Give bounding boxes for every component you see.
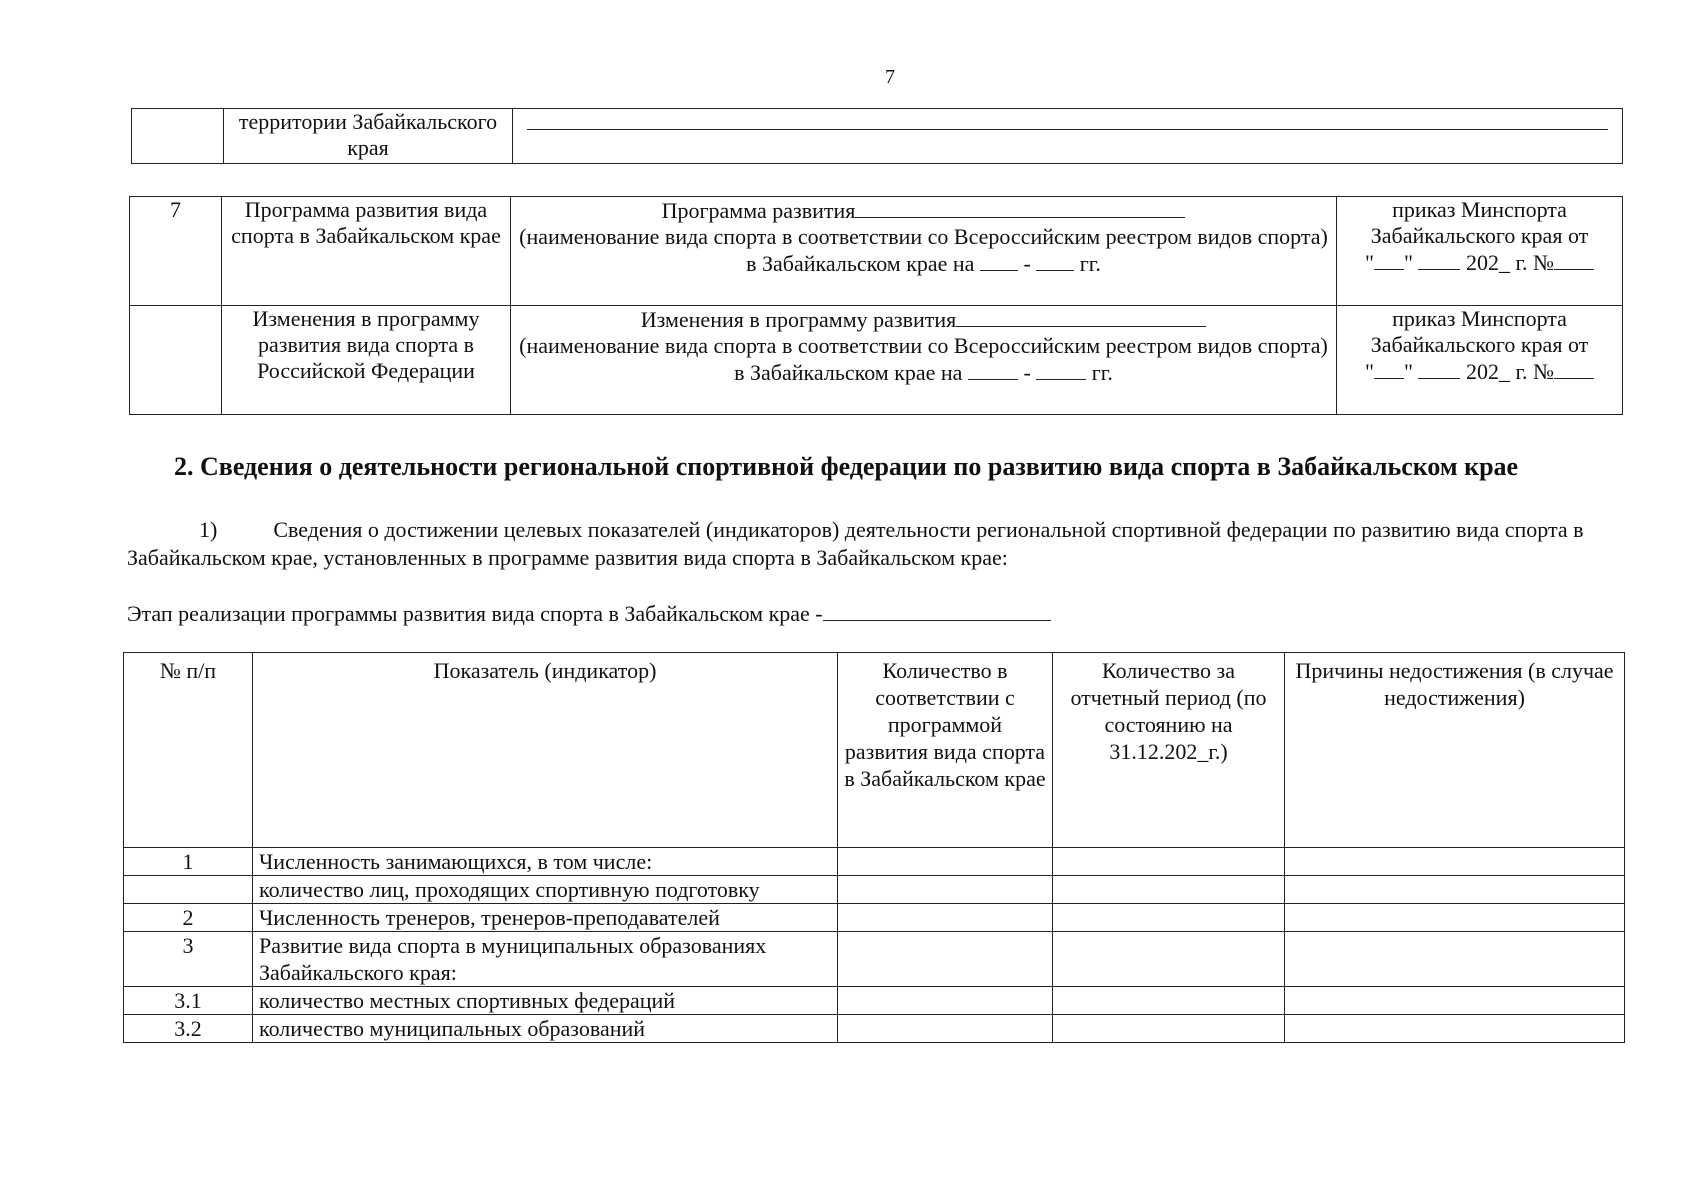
reasons-cell[interactable] (1285, 932, 1625, 987)
table-row (130, 306, 1623, 415)
order-line3 (1343, 358, 1616, 385)
row-indicator: Развитие вида спорта в муниципальных образованиях Забайкальского края: (253, 932, 838, 987)
form-tail-line (517, 250, 1330, 277)
form-lead-line (517, 306, 1330, 333)
table-row (124, 904, 1625, 932)
reasons-cell[interactable] (1285, 848, 1625, 876)
order-cell (1337, 306, 1623, 415)
table-row (132, 109, 1623, 164)
header-row (124, 653, 1625, 848)
order-cell (1337, 197, 1623, 306)
form-cell (511, 197, 1337, 306)
blank-line (1418, 358, 1460, 379)
order-line1: приказ Минспорта (1392, 306, 1567, 331)
document-name: Изменения в программу развития вида спорта в Российской Федерации (222, 306, 511, 415)
blank-line (1554, 358, 1594, 379)
form-lead: Изменения в программу развития (640, 307, 957, 332)
quote-open: " (1364, 359, 1374, 384)
actual-cell[interactable] (1053, 904, 1285, 932)
order-year: 202_ г. № (1465, 250, 1554, 275)
actual-cell[interactable] (1053, 876, 1285, 904)
stage-line (127, 600, 1051, 627)
blank-line (1036, 250, 1074, 271)
header-num: № п/п (124, 653, 253, 848)
row-number: 7 (130, 197, 222, 306)
paragraph-text: Сведения о достижении целевых показателей (индикаторов) деятельности региональной спортивной федерации по развитию вида спорта в Забайкальском крае, установленных в программе развития вида спорта в Забайкальском крае: (127, 517, 1584, 570)
continuation-table (131, 108, 1623, 164)
stage-label: Этап реализации программы развития вида спорта в Забайкальском крае - (127, 601, 823, 626)
row-num: 3 (124, 932, 253, 987)
reasons-cell[interactable] (1285, 876, 1625, 904)
order-year: 202_ г. № (1465, 359, 1554, 384)
quote-close: " (1403, 250, 1413, 275)
form-tail-line (517, 359, 1330, 386)
table-row (124, 987, 1625, 1015)
quote-close: " (1403, 359, 1413, 384)
reasons-cell[interactable] (1285, 987, 1625, 1015)
form-lead: Программа развития (661, 198, 856, 223)
registry-table (129, 196, 1623, 415)
blank-line (1554, 249, 1594, 270)
form-note: (наименование вида спорта в соответствии со Всероссийским реестром видов спорта) (519, 224, 1328, 249)
form-dash: - (1023, 251, 1031, 276)
num-cell (132, 109, 224, 164)
row-num: 3.1 (124, 987, 253, 1015)
row-num: 2 (124, 904, 253, 932)
paragraph (127, 516, 1627, 572)
planned-cell[interactable] (838, 987, 1053, 1015)
reasons-cell[interactable] (1285, 1015, 1625, 1043)
header-actual: Количество за отчетный период (по состоянию на 31.12.202_г.) (1053, 653, 1285, 848)
row-num (124, 876, 253, 904)
blank-line (1374, 249, 1404, 270)
blank-line (956, 306, 1206, 327)
row-indicator: количество местных спортивных федераций (253, 987, 838, 1015)
document-name: Программа развития вида спорта в Забайкальском крае (222, 197, 511, 306)
header-reasons: Причины недостижения (в случае недостижения) (1285, 653, 1625, 848)
order-line3 (1343, 249, 1616, 276)
blank-cell (513, 109, 1623, 164)
planned-cell[interactable] (838, 848, 1053, 876)
row-indicator: Численность занимающихся, в том числе: (253, 848, 838, 876)
name-cell: территории Забайкальского края (224, 109, 513, 164)
row-num: 1 (124, 848, 253, 876)
header-planned: Количество в соответствии с программой развития вида спорта в Забайкальском крае (838, 653, 1053, 848)
blank-line (980, 250, 1018, 271)
blank-line (1036, 359, 1086, 380)
actual-cell[interactable] (1053, 987, 1285, 1015)
actual-cell[interactable] (1053, 1015, 1285, 1043)
paragraph-number: 1) (199, 517, 218, 542)
planned-cell[interactable] (838, 1015, 1053, 1043)
section-heading: 2. Сведения о деятельности региональной спортивной федерации по развитию вида спорта в Забайкальском крае (174, 452, 1519, 481)
form-tail-b: гг. (1079, 251, 1101, 276)
form-tail-a: в Забайкальском крае на (746, 251, 975, 276)
order-line2: Забайкальского края от (1370, 223, 1589, 248)
planned-cell[interactable] (838, 904, 1053, 932)
actual-cell[interactable] (1053, 848, 1285, 876)
reasons-cell[interactable] (1285, 904, 1625, 932)
form-cell (511, 306, 1337, 415)
row-num: 3.2 (124, 1015, 253, 1043)
quote-open: " (1364, 250, 1374, 275)
indicators-table (123, 652, 1625, 1043)
planned-cell[interactable] (838, 876, 1053, 904)
blank-line (1418, 249, 1460, 270)
table-row (124, 1015, 1625, 1043)
table-row (124, 932, 1625, 987)
header-indicator: Показатель (индикатор) (253, 653, 838, 848)
form-tail-b: гг. (1091, 360, 1113, 385)
form-note: (наименование вида спорта в соответствии со Всероссийским реестром видов спорта) (519, 333, 1328, 358)
blank-line (968, 359, 1018, 380)
form-tail-a: в Забайкальском крае на (734, 360, 963, 385)
row-number (130, 306, 222, 415)
actual-cell[interactable] (1053, 932, 1285, 987)
row-indicator: Численность тренеров, тренеров-преподавателей (253, 904, 838, 932)
planned-cell[interactable] (838, 932, 1053, 987)
blank-line (823, 600, 1051, 621)
table-row (124, 848, 1625, 876)
blank-line (855, 197, 1185, 218)
table-row (130, 197, 1623, 306)
table-row (124, 876, 1625, 904)
row-indicator: количество лиц, проходящих спортивную подготовку (253, 876, 838, 904)
row-indicator: количество муниципальных образований (253, 1015, 838, 1043)
blank-line (1374, 358, 1404, 379)
fill-line (527, 129, 1608, 130)
order-line2: Забайкальского края от (1370, 332, 1589, 357)
form-dash: - (1023, 360, 1031, 385)
form-lead-line (517, 197, 1330, 224)
page-number: 7 (885, 66, 895, 88)
order-line1: приказ Минспорта (1392, 197, 1567, 222)
